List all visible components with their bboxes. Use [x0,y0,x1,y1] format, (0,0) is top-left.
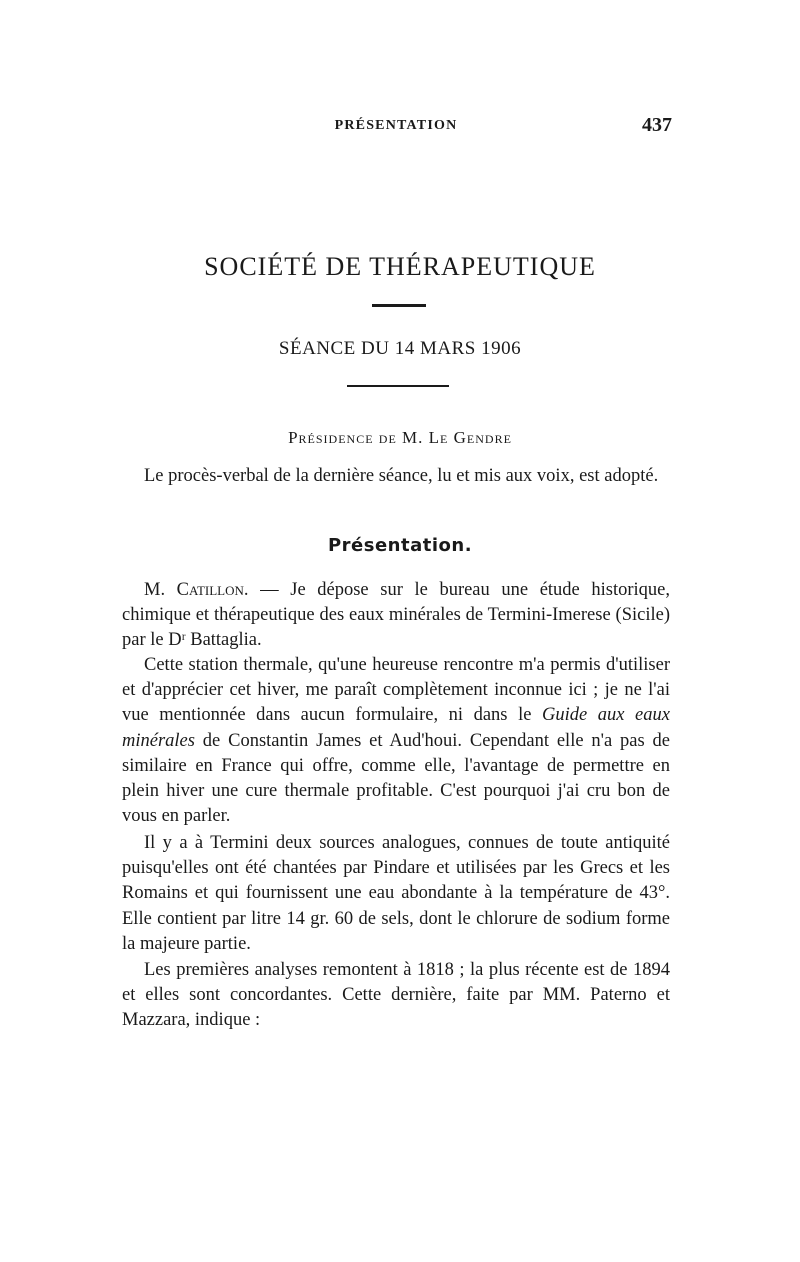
running-head [120,114,672,142]
seance-date: SÉANCE DU 14 MARS 1906 [278,338,522,359]
guide-title: Guide aux eaux minérales [122,705,670,751]
speaker-name: M. Catillon. [144,580,249,600]
page-number: 437 [642,114,672,136]
station-text-start: Cette station thermale, qu'une heureuse rencontre m'a permis d'utiliser et d'apprécier cet hiver, me paraît complètement inconnue ici ; je ne l'ai vue mentionnée dans aucun formulaire, ni dans le [122,655,670,726]
station-paragraph [122,653,670,829]
section-heading: Présentation. [327,535,473,556]
sources-paragraph: Il y a à Termini deux sources analogues, connues de toute antiquité puisqu'elles ont été chantées par Pindare et utilisées par les Grecs et les Romains et qui fournissent une eau abondante à la température de 43°. Elle contient par litre 14 gr. 60 de sels, dont le chlorure de sodium forme la majeure partie. [122,833,670,954]
catillon-text: — Je dépose sur le bureau une étude historique, chimique et thérapeutique des eaux minérales de Termini-Imerese (Sicile) par le Dʳ Battaglia. [122,580,670,651]
title-divider [372,304,426,307]
station-text-end: de Constantin James et Aud'houi. Cependant elle n'a pas de similaire en France qui offre, comme elle, l'avantage de permettre en plein hiver une cure thermale profitable. C'est pourquoi j'ai cru bon de vous en parler. [122,730,670,827]
analyses-paragraph: Les premières analyses remontent à 1818 ; la plus récente est de 1894 et elles sont concordantes. Cette dernière, faite par MM. Paterno et Mazzara, indique : [122,960,670,1031]
minutes-adopted-paragraph: Le procès-verbal de la dernière séance, lu et mis aux voix, est adopté. [144,466,659,486]
presidence-line: Présidence de M. Le Gendre [288,428,512,447]
seance-divider [347,385,449,387]
running-title: PRÉSENTATION [334,118,458,133]
society-title: SOCIÉTÉ DE THÉRAPEUTIQUE [204,252,596,281]
catillon-paragraph [122,578,670,654]
